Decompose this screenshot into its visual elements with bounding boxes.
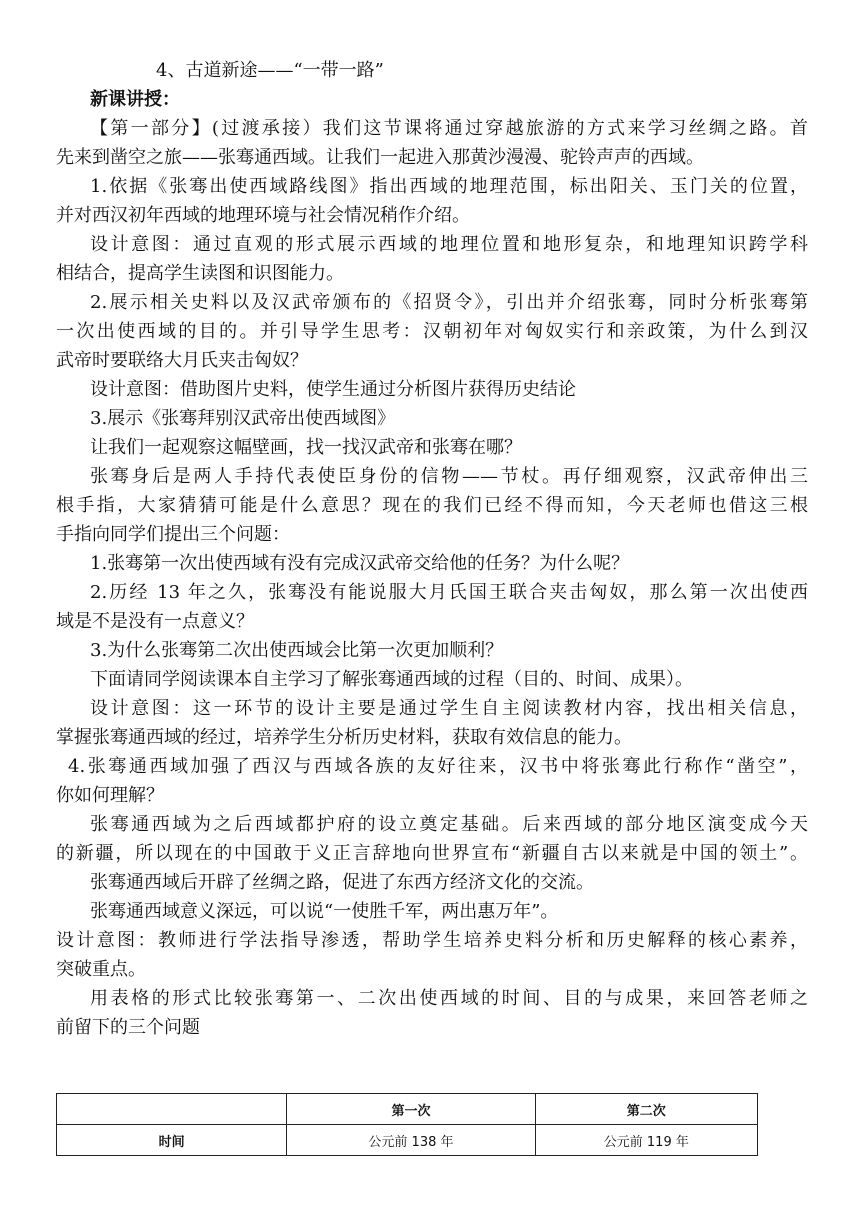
paragraph-line: 前留下的三个问题 (56, 1017, 200, 1038)
paragraph-line: 掌握张骞通西域的经过，培养学生分析历史材料，获取有效信息的能力。 (56, 727, 632, 748)
table-cell: 公元前 119 年 (535, 1125, 757, 1156)
paragraph-line: 一次出使西域的目的。并引导学生思考：汉朝初年对匈奴实行和亲政策，为什么到汉 (56, 321, 808, 342)
paragraph-line: 张骞通西域意义深远，可以说“一使胜千军，两出惠万年”。 (90, 901, 559, 922)
paragraph-line: 【第一部分】(过渡承接）我们这节课将通过穿越旅游的方式来学习丝绸之路。首 (90, 118, 808, 139)
paragraph-line: 设计意图：教师进行学法指导渗透，帮助学生培养史料分析和历史解释的核心素养， (56, 930, 808, 951)
table-header-cell: 第二次 (535, 1094, 757, 1125)
paragraph-line: 你如何理解？ (56, 785, 164, 806)
table-row (57, 1125, 758, 1156)
paragraph-line: 让我们一起观察这幅壁画，找一找汉武帝和张骞在哪？ (90, 437, 522, 458)
section-heading: 4、古道新途——“一带一路” (156, 60, 384, 81)
paragraph-line: 1.依据《张骞出使西域路线图》指出西域的地理范围，标出阳关、玉门关的位置， (90, 176, 808, 197)
paragraph-line: 设计意图：这一环节的设计主要是通过学生自主阅读教材内容，找出相关信息， (90, 698, 808, 719)
new-lesson-heading: 新课讲授： (90, 89, 180, 110)
table-cell: 公元前 138 年 (287, 1125, 535, 1156)
table-header-row (57, 1094, 758, 1125)
paragraph-line: 设计意图：通过直观的形式展示西域的地理位置和地形复杂，和地理知识跨学科 (90, 234, 808, 255)
paragraph-line: 武帝时要联络大月氏夹击匈奴？ (56, 350, 308, 371)
paragraph-line: 4.张骞通西域加强了西汉与西域各族的友好往来，汉书中将张骞此行称作“凿空”， (68, 756, 808, 777)
document-body (56, 56, 808, 1042)
table-header-cell (57, 1094, 287, 1125)
paragraph-line: 并对西汉初年西域的地理环境与社会情况稍作介绍。 (56, 205, 470, 226)
question-2: 2.历经 13 年之久，张骞没有能说服大月氏国王联合夹击匈奴，那么第一次出使西 (90, 582, 808, 603)
paragraph-line: 张骞身后是两人手持代表使臣身份的信物——节杖。再仔细观察，汉武帝伸出三 (90, 466, 808, 487)
paragraph-line: 张骞通西域后开辟了丝绸之路，促进了东西方经济文化的交流。 (90, 872, 594, 893)
paragraph-line: 设计意图：借助图片史料，使学生通过分析图片获得历史结论 (90, 379, 576, 400)
paragraph-line: 先来到凿空之旅——张骞通西域。让我们一起进入那黄沙漫漫、驼铃声声的西域。 (56, 147, 704, 168)
paragraph-line: 的新疆，所以现在的中国敢于义正言辞地向世界宣布“新疆自古以来就是中国的领土”。 (56, 843, 808, 864)
paragraph-line: 张骞通西域为之后西域都护府的设立奠定基础。后来西域的部分地区演变成今天 (90, 814, 808, 835)
table-cell: 时间 (57, 1125, 287, 1156)
question-3: 3.为什么张骞第二次出使西域会比第一次更加顺利？ (90, 640, 504, 661)
paragraph-line: 域是不是没有一点意义？ (56, 611, 254, 632)
paragraph-line: 3.展示《张骞拜别汉武帝出使西域图》 (90, 408, 396, 429)
paragraph-line: 用表格的形式比较张骞第一、二次出使西域的时间、目的与成果，来回答老师之 (90, 988, 808, 1009)
table-header-cell: 第一次 (287, 1094, 535, 1125)
paragraph-line: 突破重点。 (56, 959, 146, 980)
paragraph-line: 根手指，大家猜猜可能是什么意思？现在的我们已经不得而知，今天老师也借这三根 (56, 495, 808, 516)
paragraph-line: 2.展示相关史料以及汉武帝颁布的《招贤令》，引出并介绍张骞，同时分析张骞第 (90, 292, 808, 313)
paragraph-line: 相结合，提高学生读图和识图能力。 (56, 263, 344, 284)
comparison-table (56, 1093, 758, 1156)
question-1: 1.张骞第一次出使西域有没有完成汉武帝交给他的任务？为什么呢？ (90, 553, 630, 574)
paragraph-line: 下面请同学阅读课本自主学习了解张骞通西域的过程（目的、时间、成果）。 (90, 669, 693, 690)
paragraph-line: 手指向同学们提出三个问题： (56, 524, 290, 545)
